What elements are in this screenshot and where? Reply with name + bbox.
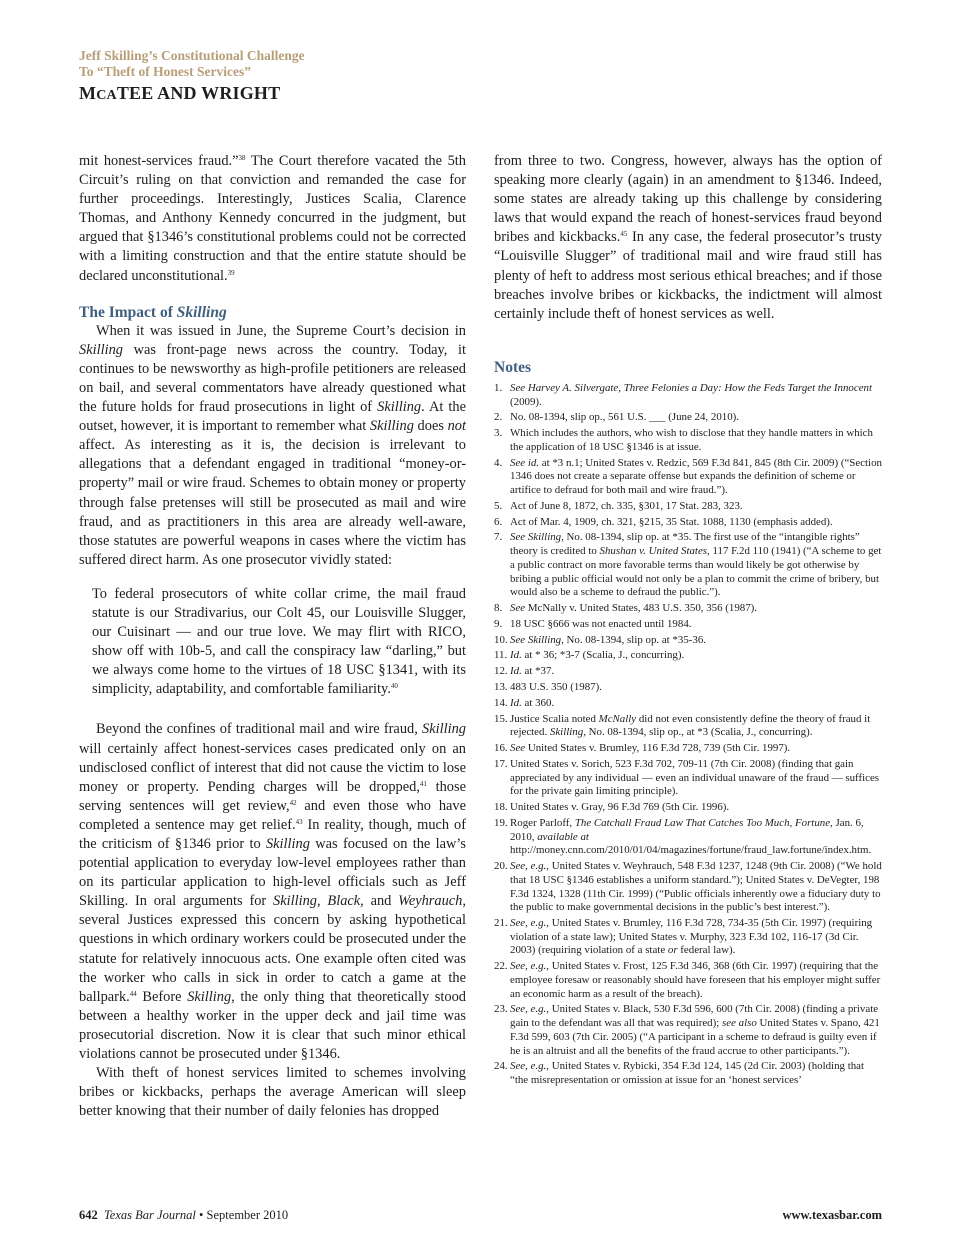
notes-list [494, 382, 882, 1088]
footnote-ref: 40 [390, 682, 398, 691]
issue-date: September 2010 [206, 1208, 289, 1222]
note-number: 19. [494, 816, 508, 829]
note-number: 23. [494, 1003, 508, 1016]
note-item: 5. Act of June 8, 1872, ch. 335, §301, 17 Stat. 283, 323. [494, 499, 743, 512]
note-item: 17. United States v. Sorich, 523 F.3d 702, 709-11 (7th Cir. 2008) (finding that gain appreciated by any individual — even an individual unaware of the fraud — suffices for the private gain limiting principle). [494, 757, 880, 798]
note-number: 3. [494, 427, 503, 440]
authors-smallcaps: CA [96, 88, 117, 103]
note-number: 2. [494, 411, 503, 424]
note-item: 6. Act of Mar. 4, 1909, ch. 321, §215, 35 Stat. 1088, 1130 (emphasis added). [494, 515, 833, 528]
note-item: 24. See, e.g., United States v. Rybicki, 354 F.3d 124, 145 (2d Cir. 2003) (holding that “the misrepresentation or omission at issue for an ‘honest services’ [494, 1060, 865, 1087]
note-item: 12. Id. at *37. [494, 665, 555, 678]
footer-bullet: • [199, 1208, 204, 1222]
note-item: 4. See id. at *3 n.1; United States v. Redzic, 569 F.3d 841, 845 (8th Cir. 2009) (“Section 1346 does not create a separate offense but expands the definition of scheme or artifice to defraud for both mail and wire fraud.”). [494, 456, 882, 497]
note-number: 17. [494, 757, 508, 770]
website-link[interactable]: www.texasbar.com [782, 1208, 882, 1222]
right-column [494, 152, 882, 1090]
note-number: 6. [494, 515, 503, 528]
note-number: 21. [494, 917, 508, 930]
note-item: 9. 18 USC §666 was not enacted until 1984. [494, 617, 692, 630]
note-number: 12. [494, 665, 508, 678]
left-column [79, 152, 466, 1121]
note-item: 7. See Skilling, No. 08-1394, slip op. at *35. The first use of the “intangible rights” theory is credited to Shushan v. United States, 117 F.2d 110 (1941) (“A scheme to get a public contract on more favorable terms than would likely be got otherwise by bribing a public official would not only be a plan to commit the crime of bribery, but would also be a scheme to defraud the public.”). [494, 531, 882, 599]
note-number: 5. [494, 499, 503, 512]
note-item: 18. United States v. Gray, 96 F.3d 769 (5th Cir. 1996). [494, 801, 730, 814]
note-number: 13. [494, 681, 508, 694]
note-number: 8. [494, 602, 503, 615]
note-number: 7. [494, 531, 503, 544]
page-number: 642 [79, 1208, 98, 1222]
authors-initial: M [79, 83, 97, 103]
paragraph-4: With theft of honest services limited to schemes involving bribes or kickbacks, perhaps the average American will sleep better knowing that their number of daily felonies has dropped [79, 1065, 466, 1120]
footnote-ref: 45 [620, 230, 628, 239]
paragraph-3: Beyond the confines of traditional mail and wire fraud, Skilling will certainly affect honest-services cases predicated only on an undisclosed conflict of interest that did not cause the victim to lose money or property. Pending charges will be dropped,$^{41}$ those serving sentences will get review,$^{42}$ and even those who have completed a sentence may get relief.$^{43}$ In reality, though, much of the criticism of §1346 prior to Skilling was focused on the law’s potential application to everyday low-level employees rather than on its particular application to high-level officials such as Jeff Skilling. In oral arguments for Skilling, Black, and Weyhrauch, several Justices expressed this concern by asking hypothetical questions in which ordinary workers could be prosecuted under the statute for relatively innocuous acts. One example often cited was the worker who calls in sick in order to catch a game at the ballpark.$^{44}$ Before Skilling, the only thing that theoretically stood between a healthy worker in the upper deck and jail time was prosecutorial discretion. Now it is clear that such minor ethical violations cannot be prosecuted under §1346. [79, 721, 466, 1063]
paragraph-5: from three to two. Congress, however, always has the option of speaking more clearly (again) in an amendment to §1346. Indeed, some states are already taking up this challenge by considering laws that would expand the reach of honest-services fraud beyond bribes and kickbacks.$^{45}$ In any case, the federal prosecutor’s trusty “Louisville Slugger” of traditional mail and wire fraud still has plenty of heft to address most serious ethical breaches; and if those breaches involve bribes or kickbacks, the indictment will almost certainly include theft of honest services as well. [494, 153, 883, 322]
note-number: 15. [494, 712, 508, 725]
note-number: 9. [494, 617, 503, 630]
note-item: 22. See, e.g., United States v. Frost, 125 F.3d 346, 368 (6th Cir. 1997) (requiring that the employee foresaw or reasonably should have foreseen that his employer might suffer an economic harm as a result of the breach). [494, 960, 881, 1000]
running-header [79, 48, 479, 107]
note-number: 16. [494, 742, 508, 755]
note-item: 8. See McNally v. United States, 483 U.S. 350, 356 (1987). [494, 602, 758, 615]
note-item: 3. Which includes the authors, who wish to disclose that they handle matters in which the application of 18 USC §1346 is at issue. [494, 427, 873, 453]
journal-name: Texas Bar Journal [104, 1208, 196, 1222]
notes-heading: Notes [494, 358, 532, 376]
header-authors [79, 82, 479, 107]
note-number: 4. [494, 456, 503, 469]
footer-left [79, 1208, 288, 1223]
note-item: 23. See, e.g., United States v. Black, 530 F.3d 596, 600 (7th Cir. 2008) (finding a private gain to the defendant was all that was required); see also United States v. Spano, 421 F.3d 599, 603 (7th Cir. 2005) (“A participant in a scheme to defraud is guilty even if he is an altruist and all the benefits of the fraud accrue to other participants.”). [494, 1003, 880, 1057]
note-item: 11. Id. at * 36; *3-7 (Scalia, J., concurring). [494, 649, 685, 662]
note-item: 21. See, e.g., United States v. Brumley, 116 F.3d 728, 734-35 (5th Cir. 1997) (requiring violation of a state law); United States v. Murphy, 323 F.3d 102, 116-17 (3d Cir. 2003) (requiring violation of a state or federal law). [494, 917, 873, 957]
note-number: 24. [494, 1060, 508, 1073]
note-number: 11. [494, 649, 508, 662]
section-heading: The Impact of Skilling [79, 303, 227, 321]
note-item: 13. 483 U.S. 350 (1987). [494, 681, 602, 694]
footnote-ref: 38 [238, 154, 246, 162]
note-item: 15. Justice Scalia noted McNally did not even consistently define the theory of fraud it rejected. Skilling, No. 08-1394, slip op., at *3 (Scalia, J., concurring). [494, 712, 871, 739]
note-item: 14. Id. at 360. [494, 696, 555, 709]
note-number: 20. [494, 860, 508, 873]
header-kicker-line2: To “Theft of Honest Services” [79, 64, 251, 79]
note-item: 10. See Skilling, No. 08-1394, slip op. at *35-36. [494, 633, 707, 646]
note-item: 19. Roger Parloff, The Catchall Fraud Law That Catches Too Much, Fortune, Jan. 6, 2010, available at http://money.cnn.com/2010/01/04/magazines/fortune/fraud_law.fortune/index.htm. [494, 816, 872, 857]
paragraph-1: mit honest-services fraud.”$^{38}$ The Court therefore vacated the 5th Circuit’s ruling on that conviction and remanded the case for further proceedings. Interestingly, Justices Scalia, Clarence Thomas, and Anthony Kennedy concurred in the judgment, but argued that §1346’s constitutional problems could not be corrected with a limiting construction and that the entire statute should be declared unconstitutional.$^{39}$ [79, 153, 466, 284]
note-number: 22. [494, 960, 508, 973]
note-item: 16. See United States v. Brumley, 116 F.3d 728, 739 (5th Cir. 1997). [494, 742, 791, 755]
note-number: 10. [494, 633, 508, 646]
paragraph-2: When it was issued in June, the Supreme Court’s decision in Skilling was front-page news across the country. Today, it continues to be newsworthy as high-profile petitioners are released on bail, and several commentators have already questioned what the future holds for fraud prosecutions in light of Skilling. At the outset, however, it is important to remember what Skilling does not affect. As interesting as it is, the decision is irrelevant to allegations that a defendant engaged in traditional “money-or-property” mail or wire fraud. Schemes to obtain money or property through false pretenses will still be prosecuted as mail and wire fraud, and as practitioners in this area are already well-aware, those statutes are powerful weapons in cases where the victim has suffered direct harm. As one prosecutor vividly stated: [79, 322, 466, 568]
footnote-ref: 39 [227, 268, 235, 277]
authors-rest: TEE AND WRIGHT [116, 83, 281, 103]
note-item: 20. See, e.g., United States v. Weyhrauch, 548 F.3d 1237, 1248 (9th Cir. 2008) (“We hold that 18 USC §1346 establishes a uniform standard.”); United States v. DeVegter, 198 F.3d 1324, 1328 (11th Cir. 1999) (“Public officials inherently owe a fiduciary duty to the public to make governmental decisions in the public’s best interest.”). [494, 860, 882, 914]
note-item: 1. See Harvey A. Silvergate, Three Felonies a Day: How the Feds Target the Innocent (2009). [494, 381, 873, 408]
note-item: 2. No. 08-1394, slip op., 561 U.S. ___ (June 24, 2010). [494, 411, 740, 424]
note-number: 14. [494, 696, 508, 709]
block-quote: To federal prosecutors of white collar crime, the mail fraud statute is our Stradivarius, our Colt 45, our Louisville Slugger, our Cuisinart — and our true love. We may flirt with RICO, show off with 10b-5, and call the conspiracy law “darling,” but we always come home to the virtues of 18 USC §1341, with its simplicity, adaptability, and comfortable familiarity.$^{40}$ [92, 585, 466, 698]
page-footer [79, 1208, 882, 1226]
note-number: 1. [494, 381, 503, 394]
header-kicker-line1: Jeff Skilling’s Constitutional Challenge [79, 48, 305, 63]
note-number: 18. [494, 801, 508, 814]
